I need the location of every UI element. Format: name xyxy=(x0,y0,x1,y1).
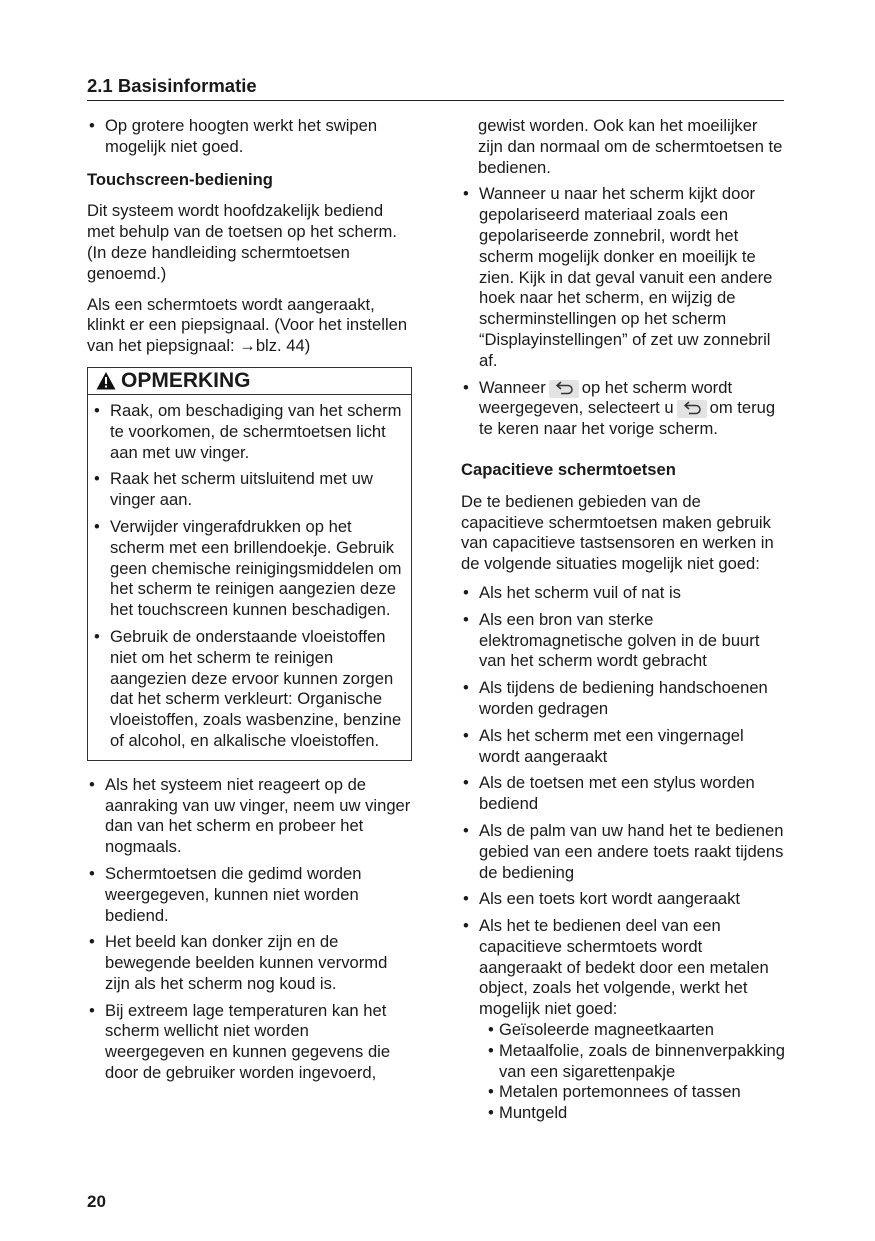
right-column xyxy=(461,116,786,1124)
section-title: 2.1 Basisinformatie xyxy=(87,75,257,96)
notice-body xyxy=(88,395,411,760)
list-item-text: Metaalfolie, zoals de binnenverpakking van een sigarettenpakje xyxy=(499,1040,785,1081)
list-item: • Raak het scherm uitsluitend met uw vinger aan. xyxy=(94,469,373,510)
list-item-text: Als tijdens de bediening handschoenen worden gedragen xyxy=(479,678,768,718)
left-column xyxy=(87,116,412,1090)
back-icon xyxy=(549,380,579,398)
list-item: • Als tijdens de bediening handschoenen worden gedragen xyxy=(463,678,768,718)
list-item: • Als het scherm met een vingernagel wordt aangeraakt xyxy=(463,725,744,766)
list-item: • Schermtoetsen die gedimd worden weergegeven, kunnen niet worden bediend. xyxy=(89,863,362,925)
list-item: • Raak, om beschadiging van het scherm te voorkomen, de schermtoetsen licht aan met uw vinger. xyxy=(94,400,402,462)
list-item-text: Schermtoetsen die gedimd worden weergegeven, kunnen niet worden bediend. xyxy=(105,863,362,925)
paragraph: Dit systeem wordt hoofdzakelijk bediend met behulp van de toetsen op het scherm. (In deze handleiding schermtoetsen genoemd.) xyxy=(87,201,397,283)
sub-list-item: • Muntgeld xyxy=(488,1103,568,1123)
list-item: • Wanneer op het scherm wordt weergegeven, selecteert u om terug te keren naar het vorige scherm. xyxy=(463,377,776,439)
list-item: • Verwijder vingerafdrukken op het scherm met een brillendoekje. Gebruik geen chemische reinigingsmiddelen om het scherm te reinigen aangezien deze het touchscreen kunnen beschadigen. xyxy=(94,516,402,620)
warning-icon xyxy=(96,371,116,391)
list-item-text: Geïsoleerde magneetkaarten xyxy=(499,1020,714,1040)
list-item: • Bij extreem lage temperaturen kan het scherm wellicht niet worden weergegeven en kunnen gegevens die door de gebruiker worden ingevoerd, xyxy=(89,1000,391,1083)
list-item: • Als het scherm vuil of nat is xyxy=(463,582,681,602)
capacitive-heading: Capacitieve schermtoetsen xyxy=(461,459,676,479)
sub-list-item: • Metalen portemonnees of tassen xyxy=(488,1082,741,1102)
list-item-text: Als een bron van sterke elektromagnetische golven in de buurt van het scherm wordt gebracht xyxy=(479,609,760,671)
list-item-text: Wanneer u naar het scherm kijkt door gepolariseerd materiaal zoals een gepolariseerde zonnebril, wordt het scherm mogelijk donker en moeilijk te zien. Kijk in dat geval vanuit een andere hoek naar het scherm, en wijzig de scherminstellingen op het scherm “Displayinstellingen” of zet uw zonnebril af. xyxy=(479,184,773,370)
list-item-text: Als de toetsen met een stylus worden bediend xyxy=(479,773,755,814)
notice-title: OPMERKING xyxy=(121,368,251,392)
list-item: • Op grotere hoogten werkt het swipen mogelijk niet goed. xyxy=(89,116,378,156)
continued-text: gewist worden. Ook kan het moeilijker zijn dan normaal om de schermtoetsen te bedienen. xyxy=(478,116,783,177)
touchscreen-heading: Touchscreen-bediening xyxy=(87,169,273,189)
list-item: • Als een toets kort wordt aangeraakt xyxy=(463,889,741,909)
list-item-text: Als het scherm vuil of nat is xyxy=(479,582,681,602)
list-item: • Als de palm van uw hand het te bedienen gebied van een andere toets raakt tijdens de bediening xyxy=(463,820,784,882)
list-item-text: Gebruik de onderstaande vloeistoffen niet om het scherm te reinigen aangezien deze ervoor kunnen zorgen dat het scherm verkleurt: Organische vloeistoffen, zoals wasbenzine, benzine of alcohol, en alkalische vloeistoffen. xyxy=(110,626,402,750)
list-item-text: op het scherm wordt weergegeven, selecteert u xyxy=(479,377,733,418)
notice-header xyxy=(88,368,411,395)
list-item-text: Op grotere hoogten werkt het swipen mogelijk niet goed. xyxy=(105,116,378,156)
list-item-text: om terug te keren naar het vorige scherm. xyxy=(479,398,776,439)
paragraph: Als een schermtoets wordt aangeraakt, klinkt er een piepsignaal. (Voor het instellen van het piepsignaal: →blz. 44) xyxy=(87,294,408,356)
list-item: • Wanneer u naar het scherm kijkt door gepolariseerd materiaal zoals een gepolariseerde zonnebril, wordt het scherm mogelijk donker en moeilijk te zien. Kijk in dat geval vanuit een andere hoek naar het scherm, en wijzig de scherminstellingen op het scherm “Displayinstellingen” of zet uw zonnebril af. xyxy=(463,184,773,370)
list-item-text: Metalen portemonnees of tassen xyxy=(499,1082,741,1102)
list-item-text: Verwijder vingerafdrukken op het scherm met een brillendoekje. Gebruik geen chemische reinigingsmiddelen om het scherm te reinigen aangezien deze het touchscreen kunnen beschadigen. xyxy=(110,516,402,620)
list-item-text: Bij extreem lage temperaturen kan het scherm wellicht niet worden weergegeven en kunnen gegevens die door de gebruiker worden ingevoerd, xyxy=(105,1000,391,1083)
list-item-text: Als de palm van uw hand het te bedienen gebied van een andere toets raakt tijdens de bediening xyxy=(479,820,784,882)
list-item: • Het beeld kan donker zijn en de bewegende beelden kunnen vervormd zijn als het scherm nog koud is. xyxy=(89,932,388,993)
list-item-text: Het beeld kan donker zijn en de bewegende beelden kunnen vervormd zijn als het scherm nog koud is. xyxy=(105,932,388,993)
list-item-text: Als het te bedienen deel van een capacitieve schermtoets wordt aangeraakt of bedekt door een metalen object, zoals het volgende, werkt het mogelijk niet goed: xyxy=(479,916,769,1019)
list-item: • Als een bron van sterke elektromagnetische golven in de buurt van het scherm wordt gebracht xyxy=(463,609,760,671)
notice-box xyxy=(87,367,412,761)
list-item-text: Als het systeem niet reageert op de aanraking van uw vinger, neem uw vinger dan van het scherm en probeer het nogmaals. xyxy=(105,774,411,857)
list-item-text: Raak, om beschadiging van het scherm te voorkomen, de schermtoetsen licht aan met uw vinger. xyxy=(110,400,402,462)
back-icon xyxy=(677,400,707,418)
sub-list-item: • Metaalfolie, zoals de binnenverpakking van een sigarettenpakje xyxy=(488,1040,785,1081)
sub-list-item: • Geïsoleerde magneetkaarten xyxy=(488,1020,714,1040)
page-header xyxy=(87,72,784,101)
list-item-text: Raak het scherm uitsluitend met uw vinger aan. xyxy=(110,469,373,510)
page-number: 20 xyxy=(87,1192,106,1211)
list-item-text: Als een toets kort wordt aangeraakt xyxy=(479,889,741,909)
list-item: • Als de toetsen met een stylus worden bediend xyxy=(463,773,755,814)
list-item: • Als het systeem niet reageert op de aanraking van uw vinger, neem uw vinger dan van het scherm en probeer het nogmaals. xyxy=(89,774,411,857)
list-item-text: Wanneer xyxy=(479,377,546,397)
list-item-text: Muntgeld xyxy=(499,1103,568,1123)
list-item: • Gebruik de onderstaande vloeistoffen niet om het scherm te reinigen aangezien deze ervoor kunnen zorgen dat het scherm verkleurt: Organische vloeistoffen, zoals wasbenzine, benzine of alcohol, en alkalische vloeistoffen. xyxy=(94,626,402,750)
list-item-text: Als het scherm met een vingernagel wordt aangeraakt xyxy=(479,725,744,766)
paragraph: De te bedienen gebieden van de capacitieve schermtoetsen maken gebruik van capacitieve tastsensoren en werken in de volgende situaties mogelijk niet goed: xyxy=(461,491,774,574)
list-item: • Als het te bedienen deel van een capacitieve schermtoets wordt aangeraakt of bedekt door een metalen object, zoals het volgende, werkt het mogelijk niet goed: xyxy=(463,916,769,1019)
